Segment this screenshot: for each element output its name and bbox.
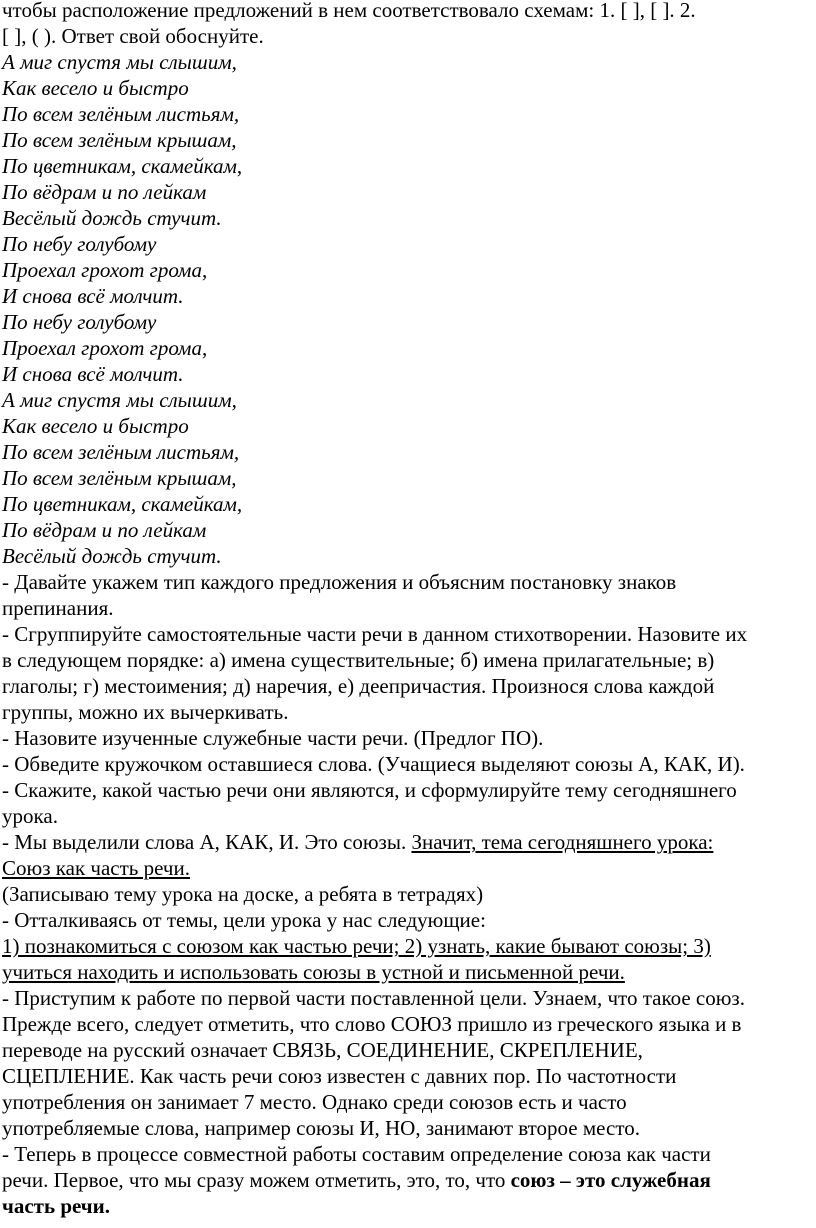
- poem-line: По цветникам, скамейкам,: [2, 154, 243, 178]
- poem-line: По небу голубому: [2, 232, 157, 256]
- poem-line: Весёлый дождь стучит.: [2, 206, 222, 230]
- paragraph-line: употребления он занимает 7 место. Однако среди союзов есть и часто: [2, 1090, 627, 1114]
- topic-title-line: [2, 855, 816, 881]
- definition-intro-text: речи. Первое, что мы сразу можем отметить, это, то, что: [2, 1168, 511, 1192]
- poem-line: По всем зелёным крышам,: [2, 128, 237, 152]
- task-line: - Скажите, какой частью речи они являются, и сформулируйте тему сегодняшнего: [2, 778, 737, 802]
- poem-line: И снова всё молчит.: [2, 284, 184, 308]
- intro-line-2: [ ], ( ). Ответ свой обоснуйте.: [2, 24, 264, 48]
- poem-line: По всем зелёным крышам,: [2, 466, 237, 490]
- poem-line: По всем зелёным листьям,: [2, 440, 240, 464]
- goals-line: [2, 933, 816, 959]
- poem-line: По вёдрам и по лейкам: [2, 180, 207, 204]
- paragraph-line: переводе на русский означает СВЯЗЬ, СОЕДИНЕНИЕ, СКРЕПЛЕНИЕ,: [2, 1038, 643, 1062]
- poem: [2, 49, 816, 569]
- task-line: - Обведите кружочком оставшиеся слова. (Учащиеся выделяют союзы А, КАК, И).: [2, 752, 745, 776]
- task-line: (Записываю тему урока на доске, а ребята в тетрадях): [2, 882, 484, 906]
- poem-line: Проехал грохот грома,: [2, 336, 208, 360]
- poem-line: Проехал грохот грома,: [2, 258, 208, 282]
- paragraph-line: Прежде всего, следует отметить, что слово СОЮЗ пришло из греческого языка и в: [2, 1012, 742, 1036]
- poem-line: По цветникам, скамейкам,: [2, 492, 243, 516]
- paragraph-line: употребляемые слова, например союзы И, НО, занимают второе место.: [2, 1116, 640, 1140]
- definition-bold-text: союз – это служебная: [510, 1168, 711, 1192]
- poem-line: И снова всё молчит.: [2, 362, 184, 386]
- definition-line: [2, 1167, 816, 1193]
- poem-line: Весёлый дождь стучит.: [2, 544, 222, 568]
- intro-line-1: чтобы расположение предложений в нем соответствовало схемам: 1. [ ], [ ]. 2.: [2, 0, 696, 22]
- lesson-goals-text: учиться находить и использовать союзы в устной и письменной речи.: [2, 960, 625, 984]
- topic-intro-text: - Мы выделили слова А, КАК, И. Это союзы.: [2, 830, 412, 854]
- task-line: в следующем порядке: а) имена существительные; б) имена прилагательные; в): [2, 648, 715, 672]
- task-line: - Назовите изученные служебные части речи. (Предлог ПО).: [2, 726, 544, 750]
- poem-line: Как весело и быстро: [2, 414, 189, 438]
- task-line: группы, можно их вычеркивать.: [2, 700, 289, 724]
- poem-line: По всем зелёным листьям,: [2, 102, 240, 126]
- poem-line: По небу голубому: [2, 310, 157, 334]
- paragraph-line: - Теперь в процессе совместной работы составим определение союза как части: [2, 1142, 711, 1166]
- paragraph-line: - Приступим к работе по первой части поставленной цели. Узнаем, что такое союз.: [2, 986, 745, 1010]
- poem-line: Как весело и быстро: [2, 76, 189, 100]
- task-line: препинания.: [2, 596, 114, 620]
- task-line: - Давайте укажем тип каждого предложения и объясним постановку знаков: [2, 570, 677, 594]
- topic-underlined-text: Значит, тема сегодняшнего урока:: [411, 830, 714, 854]
- lesson-goals-text: 1) познакомиться с союзом как частью речи; 2) узнать, какие бывают союзы; 3): [2, 934, 711, 958]
- task-line: глаголы; г) местоимения; д) наречия, е) деепричастия. Произнося слова каждой: [2, 674, 715, 698]
- task-line: - Сгруппируйте самостоятельные части речи в данном стихотворении. Назовите их: [2, 622, 748, 646]
- topic-line: [2, 829, 816, 855]
- definition-bold-text: часть речи.: [2, 1194, 111, 1218]
- poem-line: По вёдрам и по лейкам: [2, 518, 207, 542]
- task-line: урока.: [2, 804, 58, 828]
- paragraph-line: СЦЕПЛЕНИЕ. Как часть речи союз известен с давних пор. По частотности: [2, 1064, 677, 1088]
- task-line: - Отталкиваясь от темы, цели урока у нас следующие:: [2, 908, 486, 932]
- definition-line: [2, 1193, 816, 1219]
- poem-line: А миг спустя мы слышим,: [2, 388, 237, 412]
- lesson-topic: Союз как часть речи.: [2, 856, 190, 880]
- poem-line: А миг спустя мы слышим,: [2, 50, 237, 74]
- goals-line: [2, 959, 816, 985]
